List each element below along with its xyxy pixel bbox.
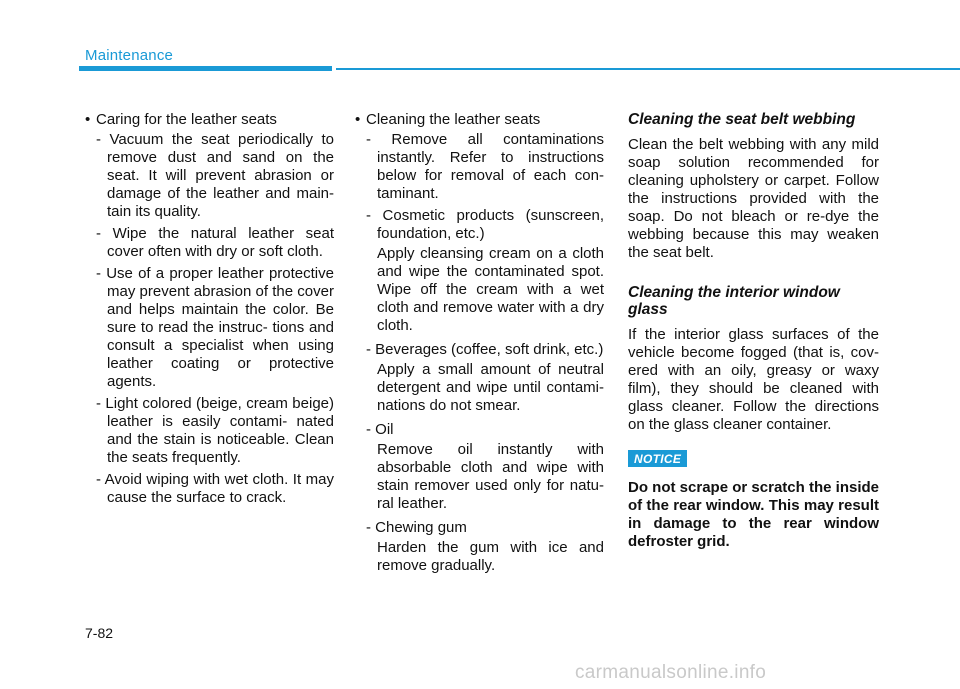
bullet-text: Cleaning the leather seats: [366, 111, 541, 128]
list-item: - Vacuum the seat periodically to remove dust and sand on the seat. It will prevent abrasion or damage of the leather and main- tain its quality.: [96, 131, 334, 220]
list-item-oil: - Oil: [366, 421, 394, 438]
column-leather-cleaning: [355, 111, 604, 581]
bullet-caring-leather: [85, 111, 334, 129]
list-item-cosmetic: - Cosmetic products (sunscreen, foundation, etc.): [366, 207, 604, 242]
paragraph-seat-belt: Clean the belt webbing with any mild soap solution recommended for cleaning upholstery or carpet. Follow the instructions provided with the soap. Do not bleach or re-dye the webbing because this may weaken the seat belt.: [628, 136, 879, 261]
notice-text: Do not scrape or scratch the inside of the rear window. This may result in damage to the rear window defroster grid.: [628, 479, 879, 550]
beverages-instructions: Apply a small amount of neutral detergent and wipe until contami- nations do not smear.: [377, 361, 604, 414]
cosmetic-instructions: Apply cleansing cream on a cloth and wipe the contaminated spot. Wipe off the cream with a wet cloth and remove water with a dry cloth.: [377, 245, 604, 334]
section-title: Maintenance: [85, 47, 174, 64]
bullet-cleaning-leather: [355, 111, 604, 129]
list-item: - Light colored (beige, cream beige) leather is easily contami- nated and the stain is noticeable. Clean the seats frequently.: [96, 395, 334, 466]
column-belt-glass: [628, 111, 879, 551]
page-number: 7-82: [85, 625, 114, 641]
list-item-remove: - Remove all contaminations instantly. Refer to instructions below for removal of each con- taminant.: [366, 131, 604, 202]
bullet-dot-icon: •: [85, 111, 91, 128]
oil-instructions: Remove oil instantly with absorbable cloth and wipe with stain remover used only for natu- ral leather.: [377, 441, 604, 512]
bullet-text: Caring for the leather seats: [96, 111, 277, 128]
header-rule-thick: [79, 66, 332, 71]
list-item-gum: - Chewing gum: [366, 519, 467, 536]
header-rule-thin: [336, 68, 960, 70]
heading-interior-glass: Cleaning the interior window glass: [628, 284, 840, 318]
gum-instructions: Harden the gum with ice and remove gradually.: [377, 539, 604, 574]
notice-badge: NOTICE: [628, 450, 687, 467]
heading-seat-belt-webbing: Cleaning the seat belt webbing: [628, 111, 856, 128]
bullet-dot-icon: •: [355, 111, 361, 128]
list-item: - Use of a proper leather protective may prevent abrasion of the cover and helps maintain the color. Be sure to read the instruc- tions and consult a specialist when using leather coating or protective agents.: [96, 265, 334, 390]
paragraph-interior-glass: If the interior glass surfaces of the vehicle become fogged (that is, cov- ered with an oily, greasy or waxy film), they should be cleaned with glass cleaner. Follow the directions on the glass cleaner container.: [628, 326, 879, 433]
watermark-text: carmanualsonline.info: [575, 662, 767, 683]
column-leather-care: [85, 111, 334, 511]
list-item-beverages: - Beverages (coffee, soft drink, etc.): [366, 341, 604, 358]
list-item: - Wipe the natural leather seat cover often with dry or soft cloth.: [96, 225, 334, 260]
list-item: - Avoid wiping with wet cloth. It may cause the surface to crack.: [96, 471, 334, 506]
